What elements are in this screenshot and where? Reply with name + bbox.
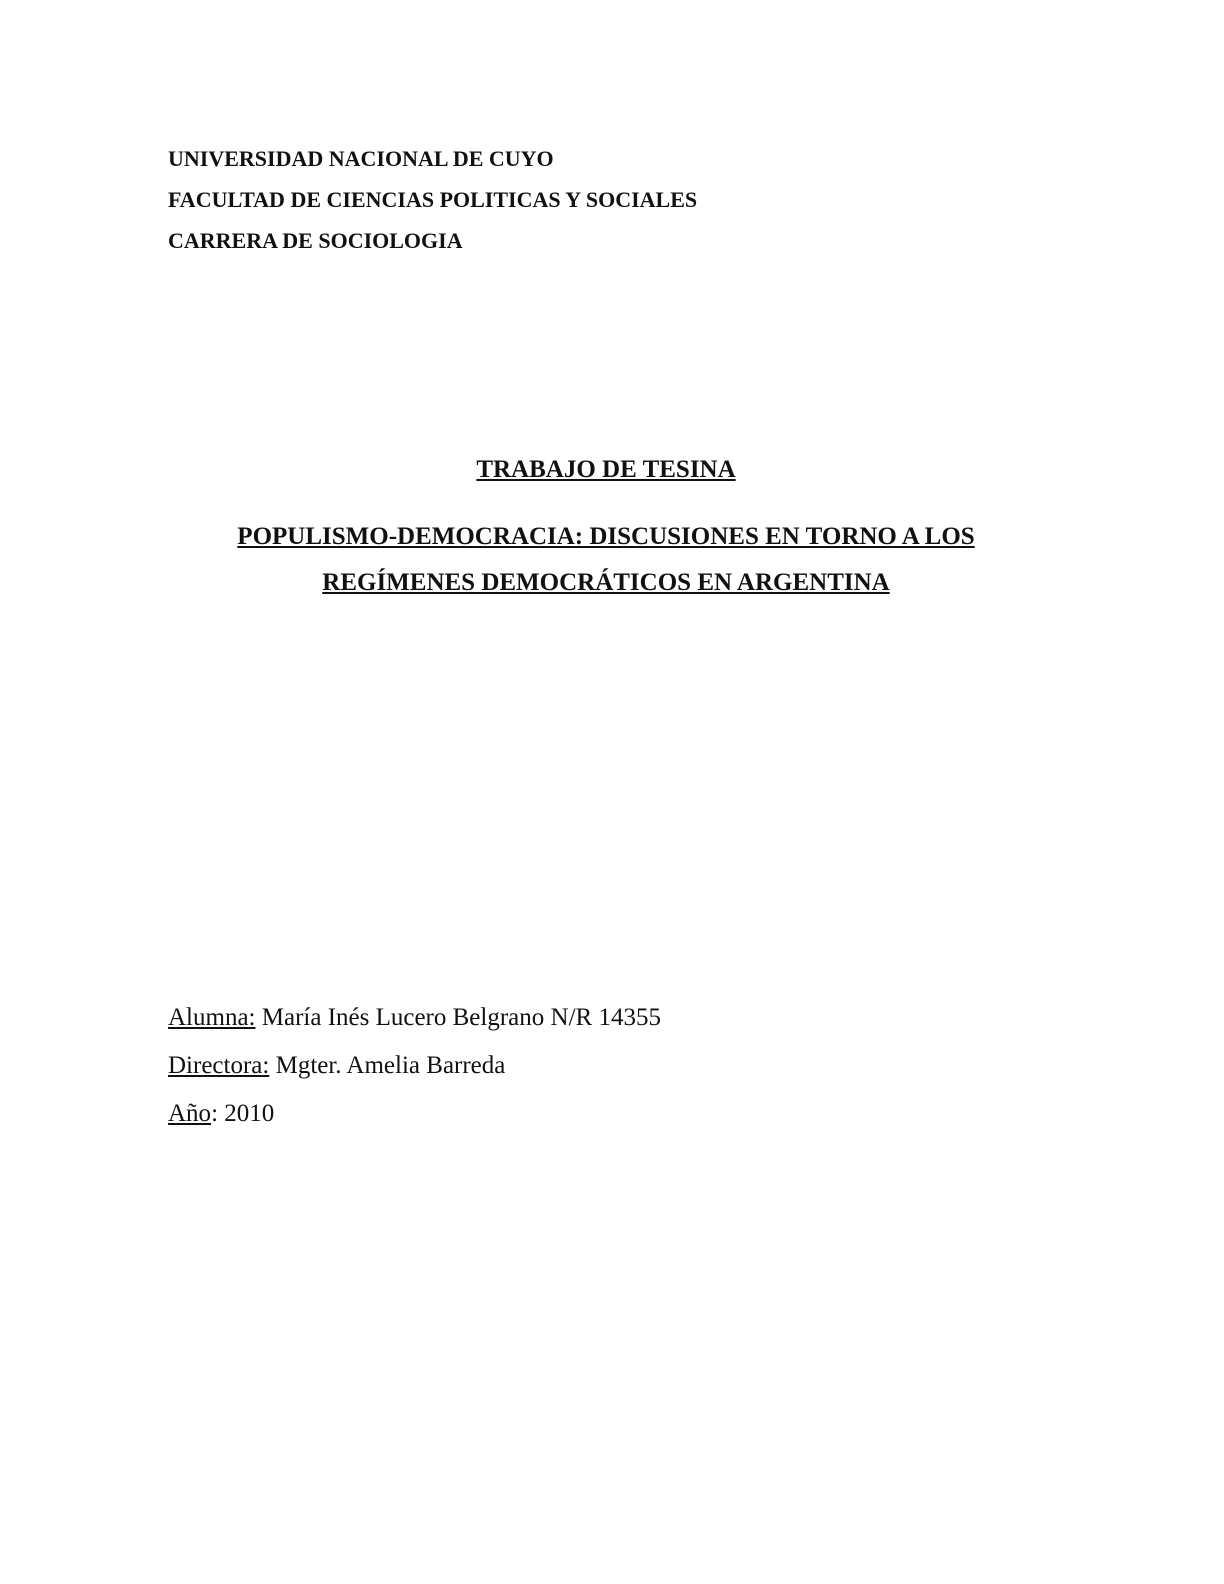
institution-header — [168, 138, 1068, 261]
director-label: Directora: — [168, 1052, 270, 1079]
career-name: CARRERA DE SOCIOLOGIA — [168, 228, 463, 253]
author-info — [168, 994, 1068, 1138]
university-name: UNIVERSIDAD NACIONAL DE CUYO — [168, 146, 554, 171]
title-section — [100, 450, 1112, 606]
year-value: : 2010 — [211, 1100, 275, 1127]
director-value: Mgter. Amelia Barreda — [269, 1052, 506, 1079]
year-label: Año — [168, 1100, 212, 1127]
student-value: María Inés Lucero Belgrano N/R 14355 — [255, 1004, 661, 1031]
student-label: Alumna: — [168, 1004, 256, 1031]
student-line — [168, 994, 1068, 1042]
year-line — [168, 1090, 1068, 1138]
faculty-name: FACULTAD DE CIENCIAS POLITICAS Y SOCIALES — [168, 187, 698, 212]
thesis-title-line-1: POPULISMO-DEMOCRACIA: DISCUSIONES EN TORNO A LOS — [237, 523, 975, 550]
director-line — [168, 1042, 1068, 1090]
thesis-title — [100, 514, 1112, 606]
thesis-title-line-2: REGÍMENES DEMOCRÁTICOS EN ARGENTINA — [322, 569, 890, 596]
document-type: TRABAJO DE TESINA — [476, 456, 736, 483]
